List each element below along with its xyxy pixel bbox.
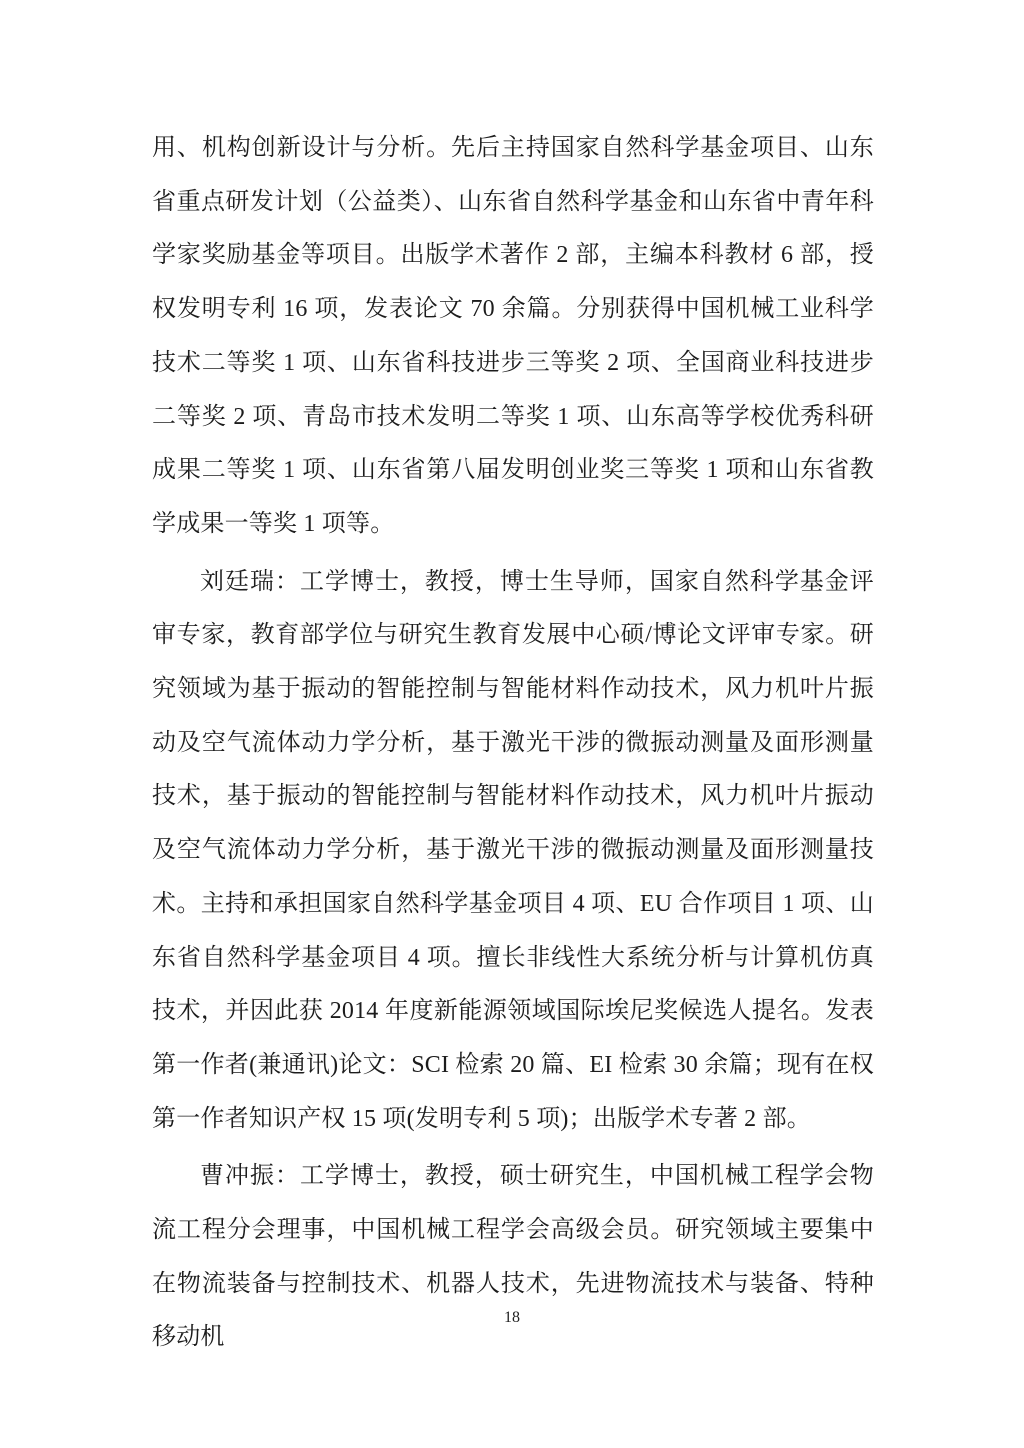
page-number: 18 bbox=[504, 1309, 520, 1326]
document-body bbox=[152, 122, 874, 1365]
paragraph-continuation: 用、机构创新设计与分析。先后主持国家自然科学基金项目、山东省重点研发计划（公益类）、山东省自然科学基金和山东省中青年科学家奖励基金等项目。出版学术著作 2 部，主编本科教材 6 部，授权发明专利 16 项，发表论文 70 余篇。分别获得中国机械工业科学技术二等奖 1 项、山东省科技进步三等奖 2 项、全国商业科技进步二等奖 2 项、青岛市技术发明二等奖 1 项、山东高等学校优秀科研成果二等奖 1 项、山东省第八届发明创业奖三等奖 1 项和山东省教学成果一等奖 1 项等。 bbox=[152, 135, 874, 537]
paragraph-bio-liu-tingrui: 刘廷瑞：工学博士，教授，博士生导师，国家自然科学基金评审专家，教育部学位与研究生教育发展中心硕/博论文评审专家。研究领域为基于振动的智能控制与智能材料作动技术，风力机叶片振动及空气流体动力学分析，基于激光干涉的微振动测量及面形测量技术，基于振动的智能控制与智能材料作动技术，风力机叶片振动及空气流体动力学分析，基于激光干涉的微振动测量及面形测量技术。主持和承担国家自然科学基金项目 4 项、EU 合作项目 1 项、山东省自然科学基金项目 4 项。擅长非线性大系统分析与计算机仿真技术，并因此获 2014 年度新能源领域国际埃尼奖候选人提名。发表第一作者(兼通讯)论文：SCI 检索 20 篇、EI 检索 30 余篇；现有在权第一作者知识产权 15 项(发明专利 5 项)；出版学术专著 2 部。 bbox=[152, 568, 874, 1132]
paragraph-bio-cao-chongzhen: 曹冲振：工学博士，教授，硕士研究生，中国机械工程学会物流工程分会理事，中国机械工程学会高级会员。研究领域主要集中在物流装备与控制技术、机器人技术，先进物流技术与装备、特种移动机 bbox=[152, 1163, 874, 1351]
